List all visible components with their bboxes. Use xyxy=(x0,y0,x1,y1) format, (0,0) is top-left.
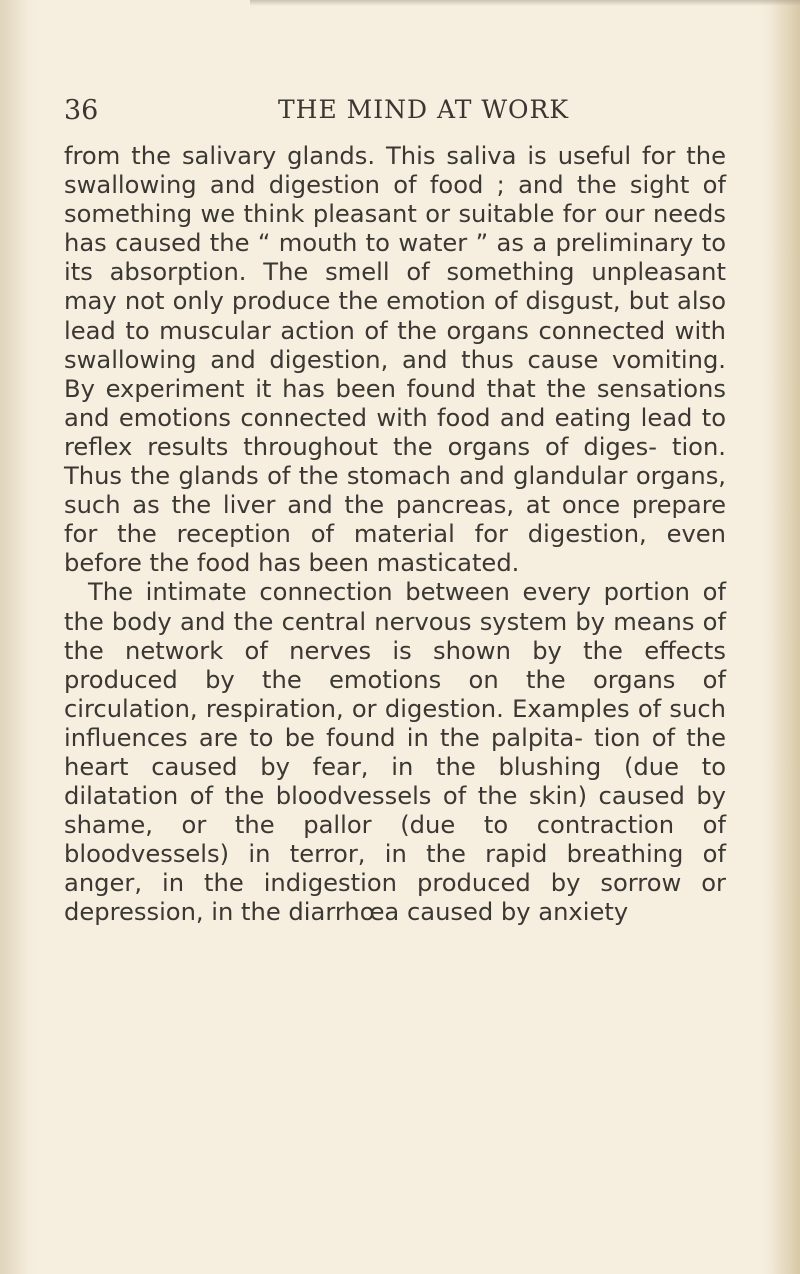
body-text xyxy=(64,142,726,928)
page-top-edge xyxy=(250,0,800,6)
page-gutter-shadow xyxy=(0,0,28,1274)
paragraph: The intimate connection between every portion of the body and the central nervous system by means of the network of nerves is shown by the effects produced by the emotions on the organs of circulation, respiration, or digestion. Examples of such influences are to be found in the palpita- tion of the heart caused by fear, in the blushing (due to dilatation of the bloodvessels of the skin) caused by shame, or the pallor (due to contraction of bloodvessels) in terror, in the rapid breathing of anger, in the indigestion produced by sorrow or depression, in the diarrhœa caused by anxiety xyxy=(64,578,726,927)
paragraph: from the salivary glands. This saliva is useful for the swallowing and digestion of food ; and the sight of something we think pleasant or suitable for our needs has caused the “ mouth to water ” as a preliminary to its absorption. The smell of something unpleasant may not only produce the emotion of disgust, but also lead to muscular action of the organs connected with swallowing and digestion, and thus cause vomiting. By experiment it has been found that the sensations and emotions connected with food and eating lead to reflex results throughout the organs of diges- tion. Thus the glands of the stomach and glandular organs, such as the liver and the pancreas, at once prepare for the reception of material for digestion, even before the food has been masticated. xyxy=(64,142,726,578)
page-edge-shadow xyxy=(770,0,800,1274)
running-head xyxy=(64,95,724,135)
page-number: 36 xyxy=(64,95,99,126)
running-title: THE MIND AT WORK xyxy=(278,95,570,124)
